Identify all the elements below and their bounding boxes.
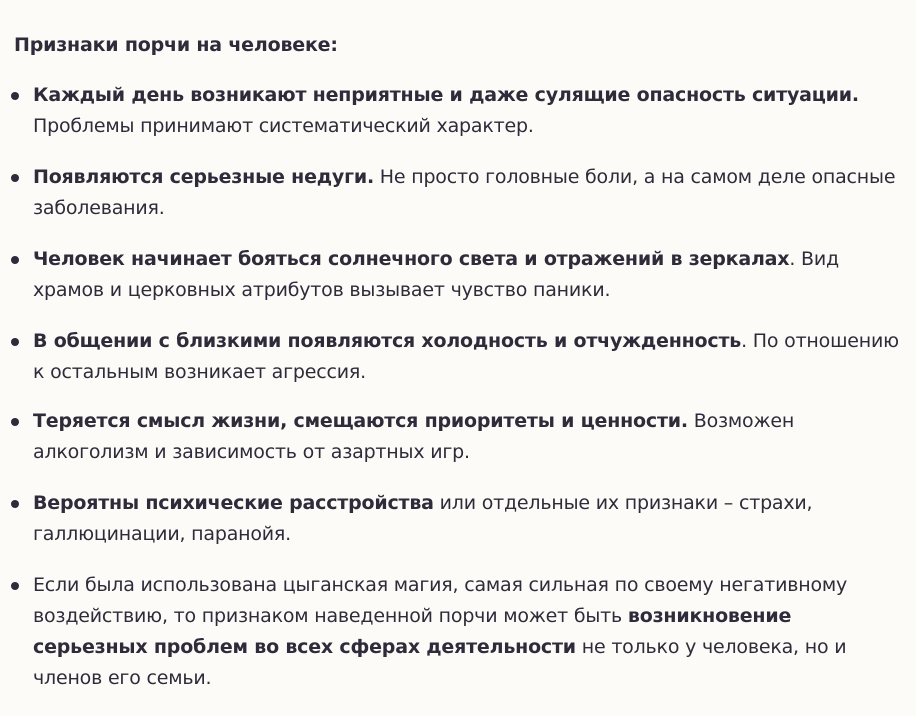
- bullet-icon: [11, 174, 19, 182]
- list-item: [0, 570, 910, 694]
- list-item-bold-text: В общении с близкими появляются холодность и отчужденность: [33, 330, 742, 352]
- list-item: [0, 244, 910, 306]
- list-item-text: [0, 244, 910, 306]
- bullet-icon: [11, 92, 19, 100]
- list-item-bold-text: возникновение серьезных проблем во всех сферах деятельности: [33, 605, 792, 658]
- list-item-regular-text: или отдельные их признаки – страхи, галлюцинации, паранойя.: [33, 492, 813, 545]
- bullet-icon: [11, 582, 19, 590]
- list-item-bold-text: Появляются серьезные недуги.: [33, 166, 374, 188]
- list-item-bold-text: Человек начинает бояться солнечного света и отражений в зеркалах: [33, 248, 790, 270]
- list-item-regular-text: Если была использована цыганская магия, самая сильная по своему негативному воздействию, то признаком наведенной порчи может быть: [33, 574, 848, 627]
- list-item: [0, 488, 910, 550]
- list-item-text: [0, 570, 910, 694]
- bullet-icon: [11, 256, 19, 264]
- list-item: [0, 80, 910, 142]
- list-item-bold-text: Теряется смысл жизни, смещаются приоритеты и ценности.: [33, 410, 688, 432]
- bullet-icon: [11, 338, 19, 346]
- list-item-regular-text: Возможен алкоголизм и зависимость от азартных игр.: [33, 410, 795, 463]
- list-item-regular-text: . Вид храмов и церковных атрибутов вызывает чувство паники.: [33, 248, 839, 301]
- list-item-regular-text: Не просто головные боли, а на самом деле опасные заболевания.: [33, 166, 896, 219]
- list-item-regular-text: Проблемы принимают систематический характер.: [33, 115, 534, 137]
- list-item-text: [0, 488, 910, 550]
- list-item-text: [0, 326, 910, 388]
- list-item: [0, 326, 910, 388]
- section-heading: Признаки порчи на человеке:: [14, 34, 338, 56]
- list-item-regular-text: не только у человека, но и членов его семьи.: [33, 636, 847, 689]
- list-item-bold-text: Каждый день возникают неприятные и даже сулящие опасность ситуации.: [33, 84, 859, 106]
- list-item-regular-text: . По отношению к остальным возникает агрессия.: [33, 330, 899, 383]
- list-item-text: [0, 162, 910, 224]
- list-item: [0, 406, 910, 468]
- bullet-icon: [11, 500, 19, 508]
- list-item-text: [0, 406, 910, 468]
- list-item-text: [0, 80, 910, 142]
- list-item-bold-text: Вероятны психические расстройства: [33, 492, 434, 514]
- bullet-icon: [11, 418, 19, 426]
- list-item: [0, 162, 910, 224]
